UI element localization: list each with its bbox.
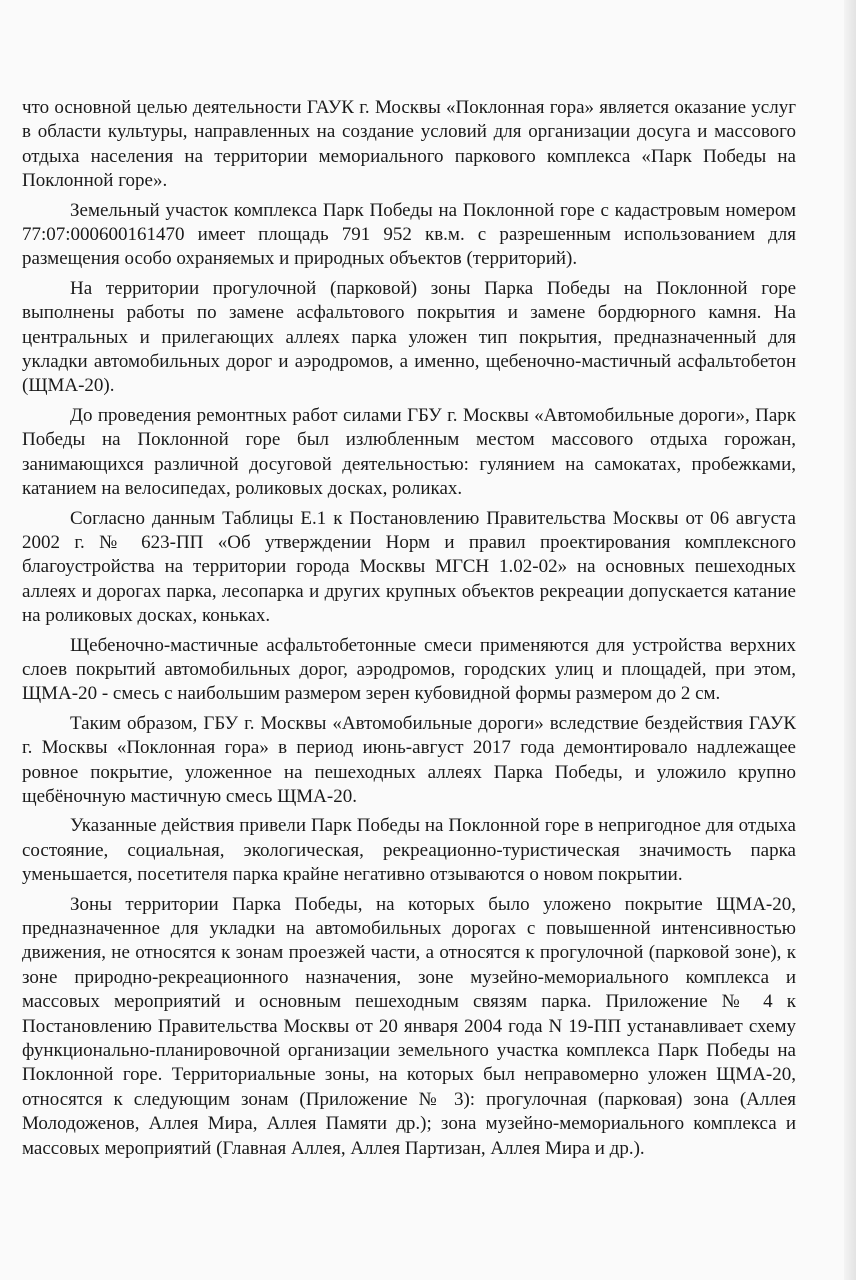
paragraph-9: Зоны территории Парка Победы, на которых было уложено покрытие ЩМА-20, предназначенное для укладки на автомобильных дорогах с повышенной интенсивностью движения, не относятся к зонам проезжей части, а относятся к прогулочной (парковой зоне), к зоне природно-рекреационного назначения, зоне музейно-мемориального комплекса и массовых мероприятий и основным пешеходным связям парка. Приложение № 4 к Постановлению Правительства Москвы от 20 января 2004 года N 19-ПП устанавливает схему функционально-планировочной организации земельного участка комплекса Парк Победы на Поклонной горе. Территориальные зоны, на которых был неправомерно уложен ЩМА-20, относятся к следующим зонам (Приложение № 3): прогулочная (парковая) зона (Аллея Молодоженов, Аллея Мира, Аллея Памяти др.); зона музейно-мемориального комплекса и массовых мероприятий (Главная Аллея, Аллея Партизан, Аллея Мира и др.).	[22, 893, 796, 1159]
document-body	[22, 96, 796, 1166]
paragraph-2: Земельный участок комплекса Парк Победы на Поклонной горе с кадастровым номером 77:07:000600161470 имеет площадь 791 952 кв.м. с разрешенным использованием для размещения особо охраняемых и природных объектов (территорий).	[22, 199, 796, 270]
paragraph-1: что основной целью деятельности ГАУК г. Москвы «Поклонная гора» является оказание услуг в области культуры, направленных на создание условий для организации досуга и массового отдыха населения на территории мемориального паркового комплекса «Парк Победы на Поклонной горе».	[22, 97, 796, 192]
paragraph-6: Щебеночно-мастичные асфальтобетонные смеси применяются для устройства верхних слоев покрытий автомобильных дорог, аэродромов, городских улиц и площадей, при этом, ЩМА-20 - смесь с наибольшим размером зерен кубовидной формы размером до 2 см.	[22, 634, 796, 705]
page-edge-shadow	[844, 0, 856, 1280]
paragraph-5: Согласно данным Таблицы Е.1 к Постановлению Правительства Москвы от 06 августа 2002 г. № 623-ПП «Об утверждении Норм и правил проектирования комплексного благоустройства на территории города Москвы МГСН 1.02-02» на основных пешеходных аллеях и дорогах парка, лесопарка и других крупных объектов рекреации допускается катание на роликовых досках, коньках.	[22, 507, 796, 627]
paragraph-3: На территории прогулочной (парковой) зоны Парка Победы на Поклонной горе выполнены работы по замене асфальтового покрытия и замене бордюрного камня. На центральных и прилегающих аллеях парка уложен тип покрытия, предназначенный для укладки автомобильных дорог и аэродромов, а именно, щебеночно-мастичный асфальтобетон (ЩМА-20).	[22, 277, 796, 397]
paragraph-7: Таким образом, ГБУ г. Москвы «Автомобильные дороги» вследствие бездействия ГАУК г. Москвы «Поклонная гора» в период июнь-август 2017 года демонтировало надлежащее ровное покрытие, уложенное на пешеходных аллеях Парка Победы, и уложило крупно щебёночную мастичную смесь ЩМА-20.	[22, 712, 796, 807]
paragraph-8: Указанные действия привели Парк Победы на Поклонной горе в непригодное для отдыха состояние, социальная, экологическая, рекреационно-туристическая значимость парка уменьшается, посетителя парка крайне негативно отзываются о новом покрытии.	[22, 815, 796, 886]
paragraph-4: До проведения ремонтных работ силами ГБУ г. Москвы «Автомобильные дороги», Парк Победы на Поклонной горе был излюбленным местом массового отдыха горожан, занимающихся различной досуговой деятельностью: гулянием на самокатах, пробежками, катанием на велосипедах, роликовых досках, роликах.	[22, 404, 796, 500]
